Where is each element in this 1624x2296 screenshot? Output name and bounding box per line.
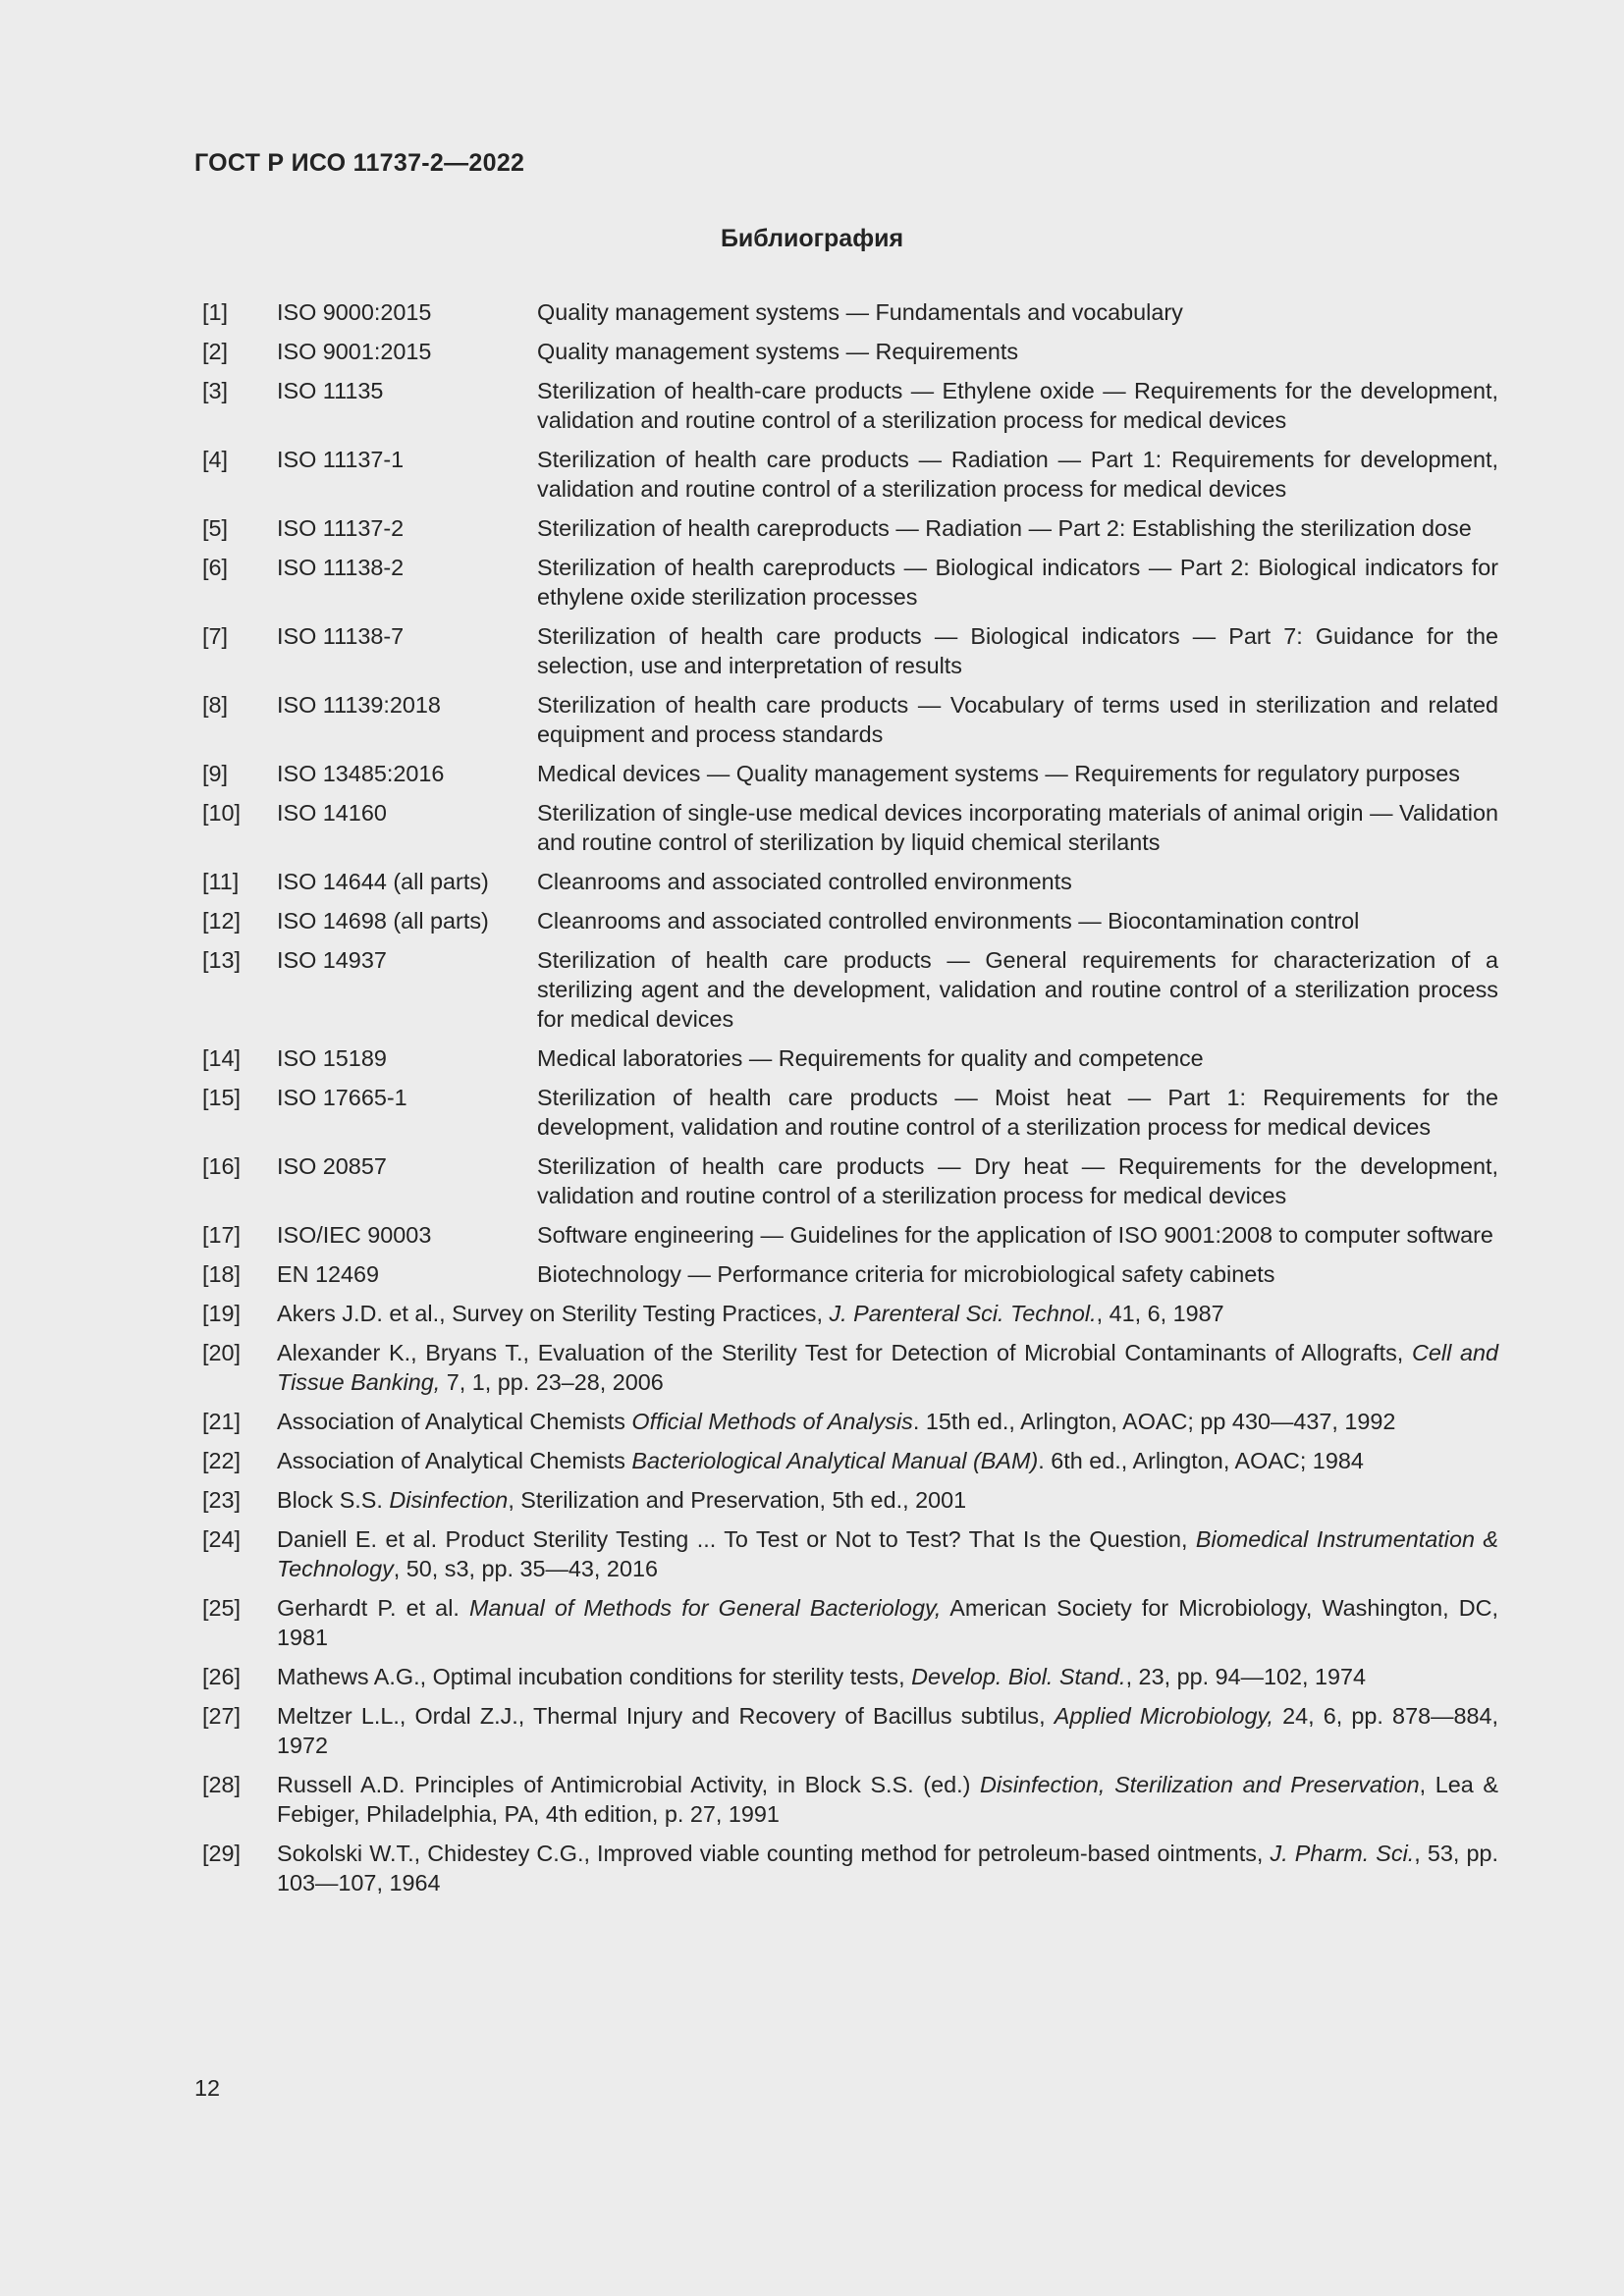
standard-code: ISO/IEC 90003 [277,1222,432,1248]
standard-reference [202,297,1498,327]
citation-authors-title: Daniell E. et al. Product Sterility Testing ... To Test or Not to Test? That Is the Question, [277,1526,1196,1552]
reference-number: [20] [202,1340,242,1365]
citation-details: , Lea & Febiger, Philadelphia, PA, 4th edition, p. 27, 1991 [277,1772,1498,1827]
citation-source: Applied Microbiology, [1054,1703,1273,1729]
literature-reference [202,1338,1498,1397]
citation-text [277,1701,1498,1760]
standard-title: Medical laboratories — Requirements for quality and competence [537,1045,1204,1071]
standard-reference [202,798,1498,857]
reference-number: [22] [202,1448,242,1473]
citation-authors-title: Sokolski W.T., Chidestey C.G., Improved viable counting method for petroleum-based ointments, [277,1841,1271,1866]
citation-details: . 15th ed., Arlington, AOAC; pp 430—437, 1992 [912,1409,1396,1434]
reference-number: [14] [202,1045,242,1071]
standard-code: ISO 9000:2015 [277,299,432,325]
reference-number: [2] [202,339,229,364]
standard-reference [202,867,1498,896]
citation-text [277,1338,1498,1397]
literature-reference [202,1407,1498,1436]
standard-reference [202,553,1498,612]
standard-reference [202,376,1498,435]
standard-title: Sterilization of health care products — Moist heat — Part 1: Requirements for the development, validation and routine control of a sterilization process for medical devices [537,1085,1498,1140]
standard-code: ISO 11137-2 [277,515,405,541]
reference-number: [11] [202,869,240,894]
citation-authors-title: Akers J.D. et al., Survey on Sterility Testing Practices, [277,1301,830,1326]
standard-title: Sterilization of health-care products — Ethylene oxide — Requirements for the development, validation and routine control of a sterilization process for medical devices [537,378,1498,433]
standard-code: ISO 14698 (all parts) [277,908,489,934]
standard-reference [202,445,1498,504]
reference-number: [17] [202,1222,242,1248]
citation-details: , Sterilization and Preservation, 5th ed., 2001 [508,1487,967,1513]
standard-reference [202,1259,1498,1289]
citation-text [277,1524,1498,1583]
citation-source: Develop. Biol. Stand. [911,1664,1126,1689]
standard-reference [202,759,1498,788]
literature-reference [202,1485,1498,1515]
standard-reference [202,621,1498,680]
reference-number: [5] [202,515,229,541]
standard-code: ISO 11138-2 [277,555,405,580]
standard-reference [202,513,1498,543]
standard-code: ISO 9001:2015 [277,339,432,364]
reference-number: [10] [202,800,242,826]
standard-title: Biotechnology — Performance criteria for microbiological safety cabinets [537,1261,1275,1287]
standard-code: ISO 11137-1 [277,447,405,472]
citation-text [277,1446,1498,1475]
standard-code: ISO 11139:2018 [277,692,441,718]
reference-number: [24] [202,1526,242,1552]
citation-authors-title: Association of Analytical Chemists [277,1448,632,1473]
document-code-header: ГОСТ Р ИСО 11737-2—2022 [194,149,525,177]
reference-number: [19] [202,1301,242,1326]
citation-authors-title: Block S.S. [277,1487,390,1513]
standard-reference [202,945,1498,1034]
standard-reference [202,1083,1498,1142]
citation-authors-title: Russell A.D. Principles of Antimicrobial Activity, in Block S.S. (ed.) [277,1772,981,1797]
citation-text [277,1407,1498,1436]
citation-source: Disinfection [389,1487,509,1513]
reference-number: [9] [202,761,229,786]
citation-details: , 41, 6, 1987 [1096,1301,1224,1326]
standard-reference [202,690,1498,749]
citation-source: Bacteriological Analytical Manual (BAM) [631,1448,1039,1473]
standard-code: ISO 17665-1 [277,1085,407,1110]
reference-number: [16] [202,1153,242,1179]
citation-details: , 23, pp. 94—102, 1974 [1125,1664,1367,1689]
standard-reference [202,1220,1498,1250]
reference-number: [4] [202,447,229,472]
reference-number: [26] [202,1664,242,1689]
reference-number: [8] [202,692,229,718]
standard-code: ISO 14160 [277,800,387,826]
reference-number: [18] [202,1261,242,1287]
reference-number: [25] [202,1595,242,1621]
standard-code: ISO 13485:2016 [277,761,445,786]
citation-details: 7, 1, pp. 23–28, 2006 [440,1369,664,1395]
reference-number: [6] [202,555,229,580]
standard-title: Sterilization of health careproducts — Biological indicators — Part 2: Biological indicators for ethylene oxide sterilization processes [537,555,1498,610]
citation-text [277,1593,1498,1652]
reference-number: [13] [202,947,242,973]
standard-reference [202,1151,1498,1210]
standard-title: Medical devices — Quality management systems — Requirements for regulatory purposes [537,761,1460,786]
reference-number: [12] [202,908,242,934]
standard-code: EN 12469 [277,1261,380,1287]
standard-reference [202,906,1498,935]
citation-text [277,1839,1498,1897]
citation-text [277,1485,1498,1515]
reference-number: [15] [202,1085,242,1110]
literature-reference [202,1770,1498,1829]
standard-reference [202,337,1498,366]
standard-code: ISO 11138-7 [277,623,405,649]
citation-source: Cell and Tissue Banking, [277,1340,1498,1395]
citation-source: J. Pharm. Sci. [1270,1841,1415,1866]
reference-number: [27] [202,1703,242,1729]
bibliography-title: Библиография [720,225,904,252]
literature-reference [202,1839,1498,1897]
standard-code: ISO 14937 [277,947,387,973]
standard-title: Sterilization of single-use medical devices incorporating materials of animal origin — Validation and routine control of sterilization by liquid chemical sterilants [537,800,1498,855]
citation-source: Disinfection, Sterilization and Preservation [980,1772,1420,1797]
standard-title: Cleanrooms and associated controlled environments — Biocontamination control [537,908,1360,934]
standard-title: Sterilization of health care products — Dry heat — Requirements for the development, validation and routine control of a sterilization process for medical devices [537,1153,1498,1208]
reference-number: [28] [202,1772,242,1797]
citation-authors-title: Gerhardt P. et al. [277,1595,469,1621]
citation-authors-title: Mathews A.G., Optimal incubation conditions for sterility tests, [277,1664,912,1689]
standard-reference [202,1043,1498,1073]
standard-title: Sterilization of health care products — Radiation — Part 1: Requirements for development, validation and routine control of a sterilization process for medical devices [537,447,1498,502]
reference-number: [3] [202,378,229,403]
standard-title: Sterilization of health care products — Biological indicators — Part 7: Guidance for the selection, use and interpretation of results [537,623,1498,678]
standard-title: Sterilization of health care products — Vocabulary of terms used in sterilization and related equipment and process standards [537,692,1498,747]
standard-title: Cleanrooms and associated controlled environments [537,869,1072,894]
reference-number: [23] [202,1487,242,1513]
literature-reference [202,1701,1498,1760]
citation-text [277,1299,1498,1328]
literature-reference [202,1524,1498,1583]
standard-title: Sterilization of health care products — General requirements for characterization of a sterilizing agent and the development, validation and routine control of a sterilization process for medical devices [537,947,1498,1032]
citation-text [277,1662,1498,1691]
standard-title: Quality management systems — Requirements [537,339,1019,364]
standard-title: Software engineering — Guidelines for the application of ISO 9001:2008 to computer software [537,1222,1493,1248]
citation-details: American Society for Microbiology, Washington, DC, 1981 [277,1595,1498,1650]
bibliography-list [202,297,1498,1907]
citation-authors-title: Alexander K., Bryans T., Evaluation of the Sterility Test for Detection of Microbial Contaminants of Allografts, [277,1340,1412,1365]
literature-reference [202,1593,1498,1652]
standard-code: ISO 14644 (all parts) [277,869,489,894]
reference-number: [21] [202,1409,242,1434]
citation-source: J. Parenteral Sci. Technol. [829,1301,1097,1326]
standard-code: ISO 15189 [277,1045,387,1071]
reference-number: [1] [202,299,229,325]
reference-number: [29] [202,1841,242,1866]
standard-title: Quality management systems — Fundamentals and vocabulary [537,299,1183,325]
citation-text [277,1770,1498,1829]
citation-source: Manual of Methods for General Bacteriology, [469,1595,942,1621]
citation-authors-title: Association of Analytical Chemists [277,1409,632,1434]
literature-reference [202,1299,1498,1328]
citation-details: , 53, pp. 103—107, 1964 [277,1841,1498,1896]
standard-code: ISO 20857 [277,1153,387,1179]
reference-number: [7] [202,623,229,649]
literature-reference [202,1662,1498,1691]
citation-details: , 50, s3, pp. 35—43, 2016 [393,1556,658,1581]
standard-code: ISO 11135 [277,378,384,403]
citation-details: . 6th ed., Arlington, AOAC; 1984 [1038,1448,1364,1473]
citation-details: 24, 6, pp. 878—884, 1972 [277,1703,1498,1758]
page-number: 12 [194,2075,221,2101]
citation-source: Biomedical Instrumentation & Technology [277,1526,1498,1581]
standard-title: Sterilization of health careproducts — Radiation — Part 2: Establishing the sterilization dose [537,515,1472,541]
citation-source: Official Methods of Analysis [631,1409,913,1434]
citation-authors-title: Meltzer L.L., Ordal Z.J., Thermal Injury and Recovery of Bacillus subtilus, [277,1703,1055,1729]
literature-reference [202,1446,1498,1475]
